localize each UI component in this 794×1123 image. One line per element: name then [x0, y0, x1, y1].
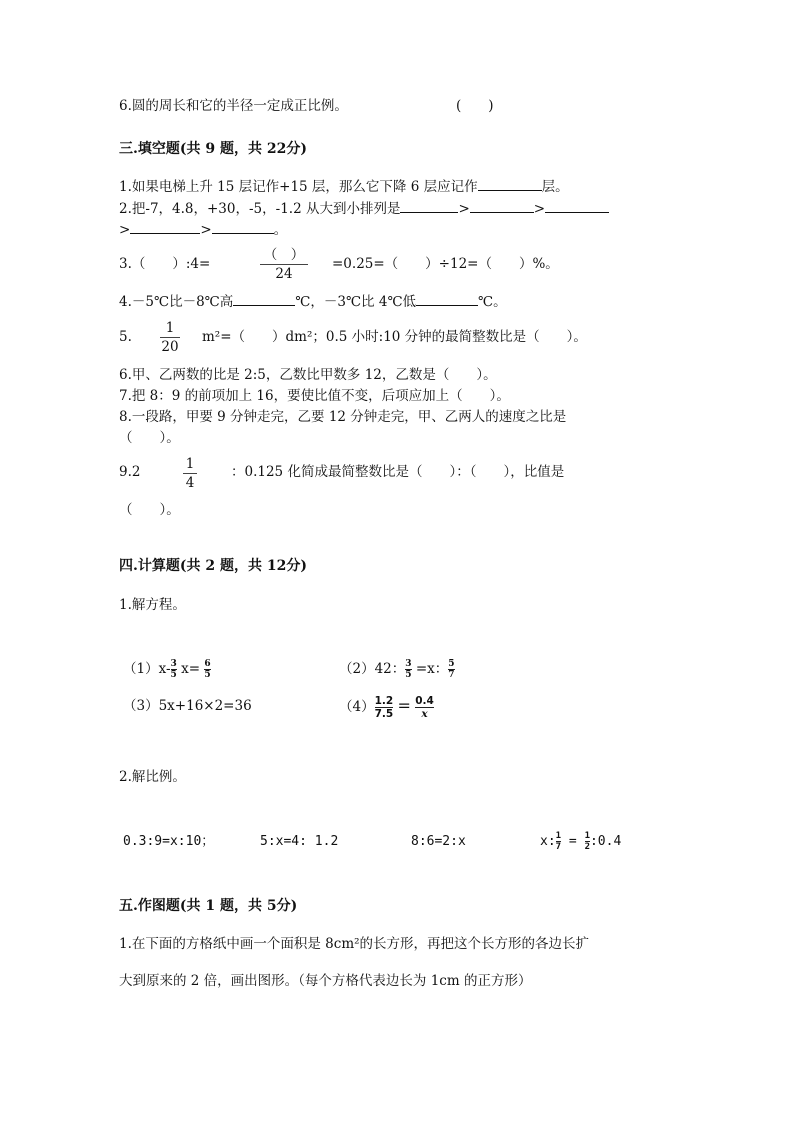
calc-question-2-title: 2.解比例。	[119, 769, 186, 785]
drawing-question-1: 1.在下面的方格纸中画一个面积是 8cm²的长方形，再把这个长方形的各边长扩	[119, 936, 590, 952]
section-5-heading: 五.作图题(共 1 题，共 5分)	[119, 898, 298, 914]
equation-3: （3）5x+16×2=36	[123, 698, 252, 714]
fill-question-2-cont: > > 。	[119, 219, 287, 240]
equation-1: $(1)x-\frac{3}{5} x= \frac{6}{5}$	[123, 659, 211, 680]
drawing-question-1-cont: 大到原来的 2 倍，画出图形。（每个方格代表边长为 1cm 的正方形）	[119, 973, 532, 989]
fill-question-3-rest: =0.25=（ ）÷12=（ ）%。	[332, 256, 559, 272]
fill-question-5: 5.	[119, 329, 132, 345]
fill-question-7: 7.把 8：9 的前项加上 16，要使比值不变，后项应加上（ ）。	[119, 388, 510, 404]
fraction: $\frac{6}{5}$	[204, 659, 211, 680]
fraction: $\frac{1.2}{7.5}$	[374, 695, 394, 720]
proportion-1: 0.3:9=x:10；	[123, 834, 215, 849]
proportion-2: 5:x=4: 1.2	[260, 834, 339, 849]
fill-question-1: 1.如果电梯上升 15 层记作+15 层，那么它下降 6 层应记作 层。	[119, 176, 569, 197]
fill-question-5-rest: m²=（ ）dm²；0.5 小时:10 分钟的最简整数比是（ ）。	[202, 329, 587, 345]
answer-paren: ( )	[456, 98, 494, 114]
question-6-text: 6.圆的周长和它的半径一定成正比例。	[119, 98, 348, 114]
fraction: $\frac{5}{7}$	[448, 659, 455, 680]
equation-4: $(4)\frac{1.2}{7.5} = \frac{0.4}{x}$	[339, 695, 434, 720]
answer-blank[interactable]	[416, 291, 478, 306]
fraction: $\frac{3}{5}$	[170, 659, 177, 680]
fill-question-3: 3.（ ）:4=	[119, 256, 211, 272]
fraction: 1 20	[161, 320, 179, 355]
answer-blank[interactable]	[233, 291, 295, 306]
answer-blank[interactable]	[470, 198, 534, 213]
fraction: 1 4	[183, 456, 197, 491]
fraction: $\frac{0.4}{x}$	[415, 695, 434, 720]
question-6	[119, 96, 348, 116]
fraction: $\frac{1}{2}$	[584, 831, 590, 852]
fraction: $\frac{3}{5}$	[405, 659, 412, 680]
fraction: $\frac{1}{7}$	[555, 831, 562, 852]
calc-question-1-title: 1.解方程。	[119, 597, 186, 613]
answer-blank[interactable]	[130, 219, 200, 234]
answer-blank[interactable]	[212, 219, 274, 234]
fill-question-9: 9.2	[119, 464, 141, 480]
equation-2: （2）42：$\frac{3}{5} =x$：$\frac{5}{7}$	[339, 659, 455, 680]
answer-blank[interactable]	[400, 198, 458, 213]
answer-blank[interactable]	[478, 176, 542, 191]
fill-question-8: 8.一段路，甲要 9 分钟走完，乙要 12 分钟走完，甲、乙两人的速度之比是	[119, 409, 567, 425]
fill-question-8-cont: （ ）。	[119, 430, 180, 446]
section-3-heading: 三.填空题(共 9 题，共 22分)	[119, 141, 307, 157]
fill-question-9-rest: ：0.125 化简成最简整数比是（ ）：（ ），比值是	[231, 464, 565, 480]
answer-blank[interactable]	[545, 198, 609, 213]
proportion-3: 8:6=2:x	[411, 834, 466, 849]
proportion-4: $x:\frac{1}{7}$ = $\frac{1}{2}:0.4$	[540, 831, 622, 852]
fill-question-9-cont: （ ）。	[119, 502, 180, 518]
fill-question-4: 4.－5℃比－8℃高 ℃，－3℃比 4℃低 ℃。	[119, 291, 507, 312]
section-4-heading: 四.计算题(共 2 题，共 12分)	[119, 558, 307, 574]
fill-question-6: 6.甲、乙两数的比是 2:5，乙数比甲数多 12，乙数是（ ）。	[119, 367, 497, 383]
fill-question-2: 2.把-7，4.8，+30，-5，-1.2 从大到小排列是 > >	[119, 198, 609, 219]
fraction: （ ） 24	[260, 247, 308, 282]
